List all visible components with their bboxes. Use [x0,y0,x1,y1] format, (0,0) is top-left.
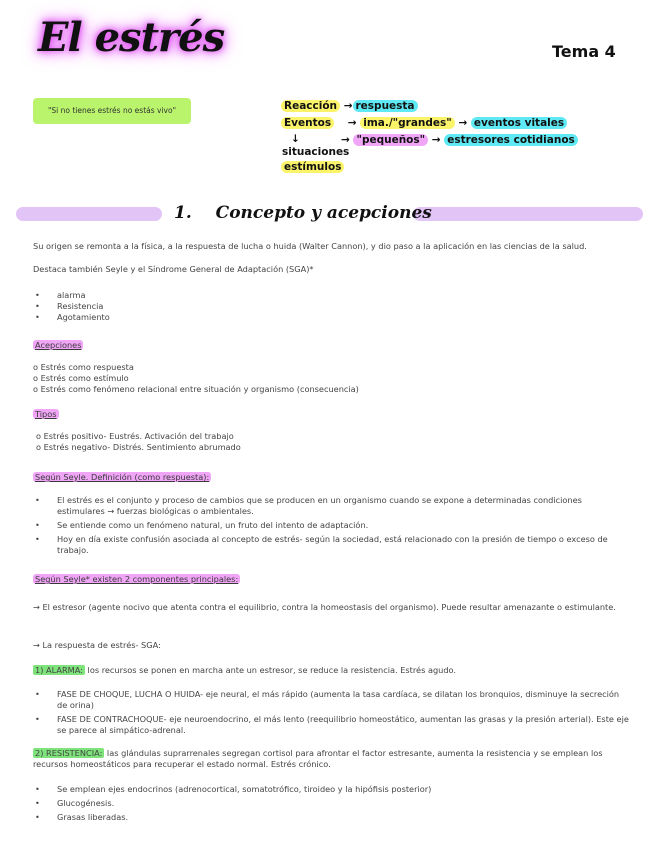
list-item: • FASE DE CONTRACHOQUE- eje neuroendocrino, el más lento (reequilibrio homeostático, aumentan las grasas y la presión arterial). Este eje se parece al simpático-adrenal. [33,714,629,736]
list-item: • Hoy en día existe confusión asociada al concepto de estrés- según la sociedad, está relacionado con la presión de tiempo o exceso de trabajo. [33,534,629,556]
arrow-icon: → [458,117,468,129]
resistencia-label: 2) RESISTENCIA: [35,748,103,758]
alarma-paragraph [33,665,633,676]
eventos-row [281,117,567,129]
list-item: o Estrés negativo- Distrés. Sentimiento abrumado [36,442,241,452]
list-item: • El estrés es el conjunto y proceso de cambios que se producen en un organismo cuando se expone a determinadas condiciones estimulares → fuerzas biológicas o ambientales. [33,495,629,517]
estresor-text: → El estresor (agente nocivo que atenta contra el equilibrio, contra la homeostasis del organismo). Puede resultar amenazante o estimulante. [33,602,616,612]
acepciones-list [33,362,633,395]
ima-grandes-label: ima./"grandes" [360,117,455,129]
quote-box: "Si no tienes estrés no estás vivo" [33,98,191,124]
tipos-list [36,431,636,453]
arrow-icon: → [347,117,357,129]
resistencia-paragraph [33,748,633,770]
alarma-label: 1) ALARMA: [35,665,83,675]
reaccion-row [281,100,418,112]
section-title: Concepto y acepciones [215,203,432,223]
list-item: • Se emplean ejes endocrinos (adrenocortical, somatotrófico, tiroideo y la hipófisis posterior) [33,784,629,795]
paragraph-origin: Su origen se remonta a la física, a la respuesta de lucha o huida (Walter Cannon), y dio paso a la aplicación en las ciencias de la salud. [33,241,587,251]
resistencia-text: las glándulas suprarrenales segregan cortisol para afrontar el factor estresante, aumenta la resistencia y se emplean los recursos homeostáticos para recuperar el estado normal. Estrés crónico. [33,748,603,769]
phases-list [33,290,333,323]
alarma-list [33,689,629,736]
arrow-icon: → [343,100,353,112]
topic-number: Tema 4 [552,42,616,61]
arrow-icon: → [431,134,441,146]
list-item: • Grasas liberadas. [33,812,629,823]
page-title: El estrés [38,14,225,61]
pequenos-label: "pequeños" [353,134,428,146]
list-item: • Agotamiento [33,312,333,323]
estresores-label: estresores cotidianos [444,134,578,146]
situaciones-label: situaciones [282,146,350,158]
list-item: o Estrés como respuesta [33,362,134,372]
estimulos-label: estímulos [281,161,344,173]
eventos-vitales-label: eventos vitales [471,117,567,129]
componentes-label: Según Seyle* existen 2 componentes principales: [35,574,239,584]
list-item: o Estrés como fenómeno relacional entre situación y organismo (consecuencia) [33,384,359,394]
list-item: • Resistencia [33,301,333,312]
respuesta-label: respuesta [353,100,418,112]
section-bar-left [16,207,162,221]
seyle-definition-label: Según Seyle. Definición (como respuesta): [35,472,210,482]
acepciones-label: Acepciones [35,340,82,350]
arrow-icon: → [341,134,350,146]
eventos-label: Eventos [281,117,334,129]
list-item: • alarma [33,290,333,301]
reaccion-label: Reacción [281,100,340,112]
list-item: o Estrés positivo- Eustrés. Activación del trabajo [36,431,234,441]
respuesta-sga-text: → La respuesta de estrés- SGA: [33,640,161,650]
seyle-definition-list [33,495,629,556]
alarma-text: los recursos se ponen en marcha ante un estresor, se reduce la resistencia. Estrés agudo. [84,665,457,675]
list-item: • Glucogénesis. [33,798,629,809]
section-heading [174,203,432,223]
list-item: • Se entiende como un fenómeno natural, un fruto del intento de adaptación. [33,520,629,531]
paragraph-seyle: Destaca también Seyle y el Síndrome General de Adaptación (SGA)* [33,264,314,274]
resistencia-list [33,784,629,823]
list-item: o Estrés como estímulo [33,373,129,383]
section-number: 1. [174,203,192,223]
pequenos-row [341,134,578,146]
section-bar-right [413,207,643,221]
tipos-label: Tipos [35,409,57,419]
list-item: • FASE DE CHOQUE, LUCHA O HUIDA- eje neural, el más rápido (aumenta la tasa cardíaca, se dilatan los bronquios, disminuye la secreción de orina) [33,689,629,711]
down-arrow-icon: ↓ [291,133,300,145]
